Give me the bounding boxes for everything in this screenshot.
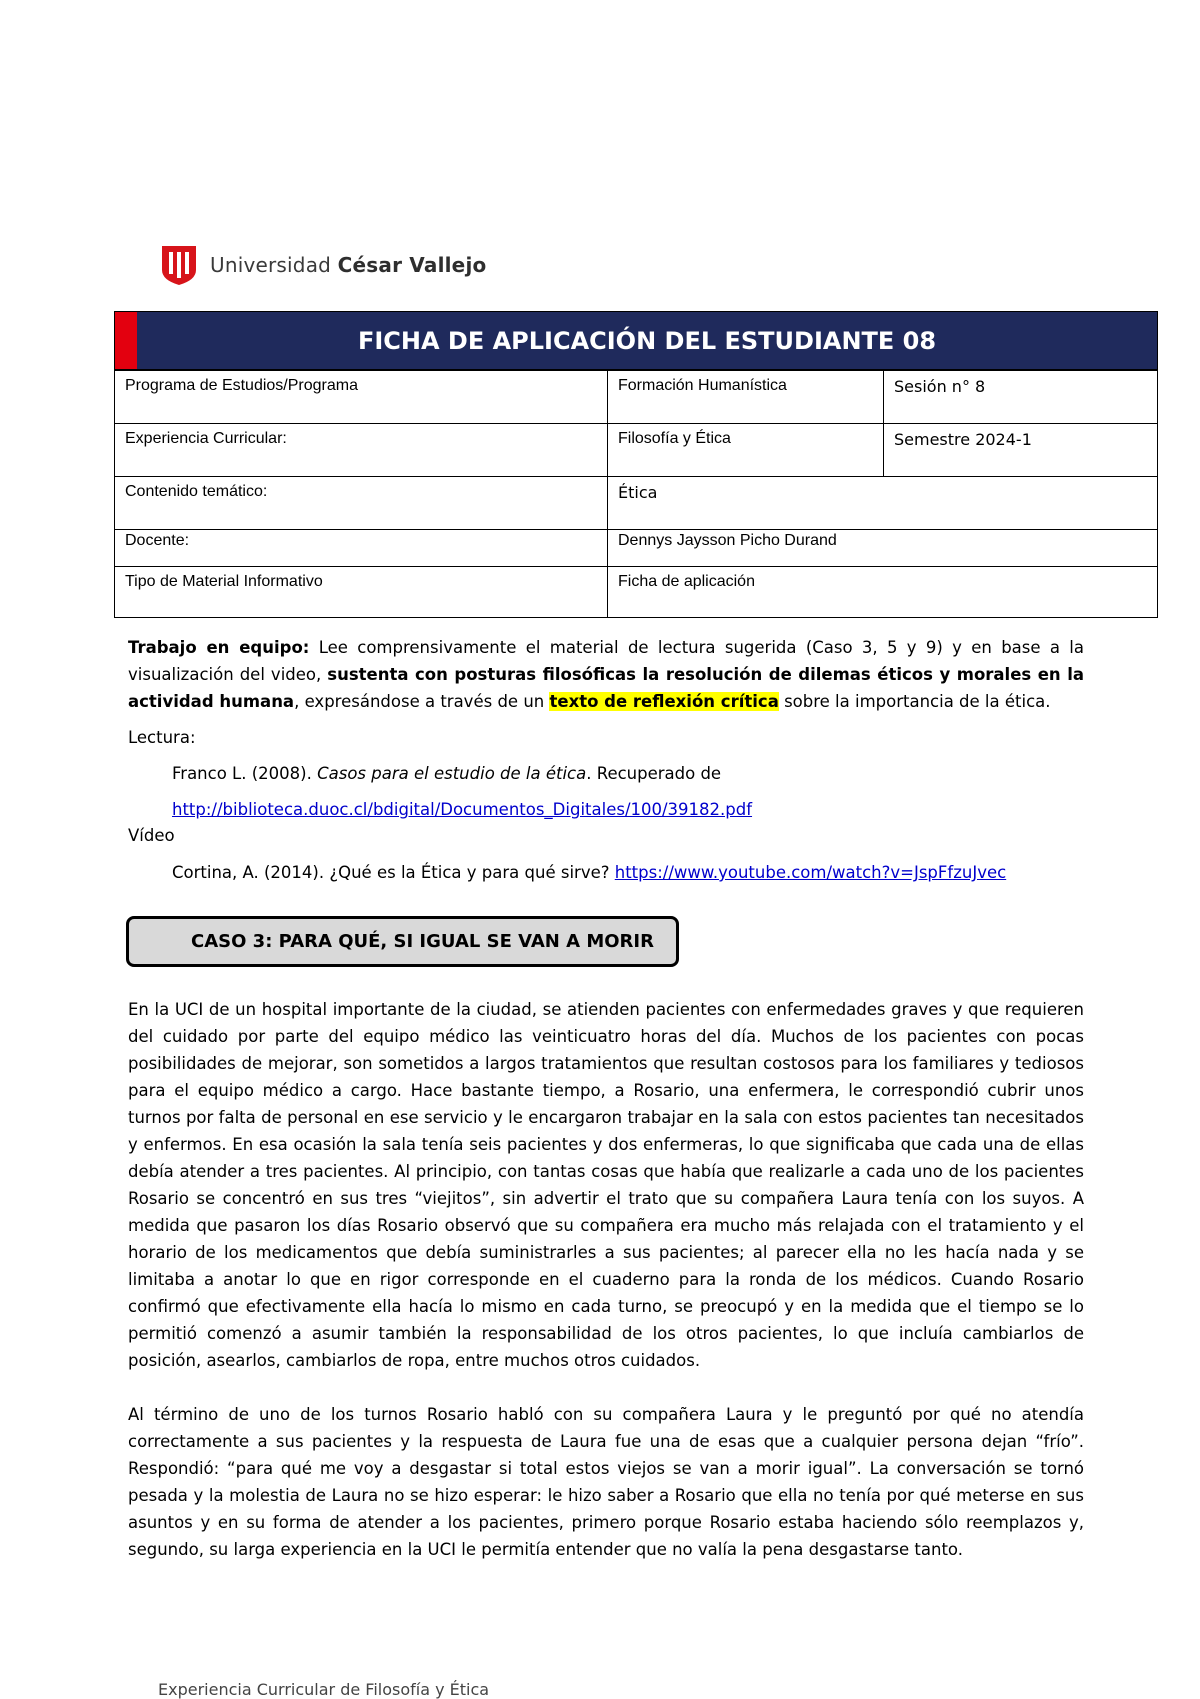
ficha-header [114, 311, 1158, 370]
instructions-bold: sustenta con posturas filosóficas la resolución de dilemas éticos y morales en la actividad humana [128, 665, 1084, 711]
ficha-table [114, 311, 1158, 618]
table-row [115, 477, 1158, 530]
case-paragraph-1: En la UCI de un hospital importante de la ciudad, se atienden pacientes con enfermedades graves y que requieren del cuidado por parte del equipo médico las veinticuatro horas del día. Muchos de los pacientes con pocas posibilidades de mejorar, son sometidos a largos tratamientos que resultan costosos para los familiares y tediosos para el equipo médico a cargo. Hace bastante tiempo, a Rosario, una enfermera, le correspondió cubrir unos turnos por falta de personal en ese servicio y le encargaron trabajar en la sala con estos pacientes tan necesitados y enfermos. En esa ocasión la sala tenía seis pacientes y dos enfermeras, lo que significaba que cada una de ellas debía atender a tres pacientes. Al principio, con tantas cosas que había que realizarle a cada uno de los pacientes Rosario se concentró en sus tres “viejitos”, sin advertir el trato que su compañera Laura tenía con los suyos. A medida que pasaron los días Rosario observó que su compañera era mucho más relajada con el tratamiento y el horario de los medicamentos que debía suministrarles a sus pacientes; al parecer ella no les hacía nada y se limitaba a anotar lo que en rigor corresponde en el cuaderno para la ronda de los médicos. Cuando Rosario confirmó que efectivamente ella hacía lo mismo en cada turno, se preocupó y en la medida que el tiempo se lo permitió comenzó a asumir también la responsabilidad de los otros pacientes, lo que incluía cambiarlos de posición, asearlos, cambiarlos de ropa, entre muchos otros cuidados. [128, 1000, 1084, 1370]
table-row [115, 567, 1158, 618]
row-extra: Semestre 2024-1 [884, 424, 1158, 477]
case-title-box [126, 916, 679, 967]
row-label: Experiencia Curricular: [115, 424, 608, 477]
page-footer: Experiencia Curricular de Filosofía y Ética [158, 1680, 490, 1699]
row-label: Programa de Estudios/Programa [115, 371, 608, 424]
row-label: Contenido temático: [115, 477, 608, 530]
highlighted-text: texto de reflexión crítica [549, 692, 779, 711]
row-value: Ficha de aplicación [608, 567, 1158, 618]
instructions-paragraph: Trabajo en equipo: Lee comprensivamente el material de lectura sugerida (Caso 3, 5 y 9) y en base a la visualización del video, sustenta con posturas filosóficas la resolución de dilemas éticos y morales en la actividad humana, expresándose a través de un texto de reflexión crítica sobre la importancia de la ética. [128, 638, 1084, 711]
red-accent-bar [115, 312, 137, 369]
table-row [115, 530, 1158, 567]
case-title: CASO 3: PARA QUÉ, SI IGUAL SE VAN A MORIR [191, 931, 654, 952]
video-reference: Cortina, A. (2014). ¿Qué es la Ética y para qué sirve? https://www.youtube.com/watch?v=JspFfzuJvec [172, 863, 1007, 882]
row-label: Docente: [115, 530, 608, 567]
row-value: Ética [608, 477, 1158, 530]
university-shield-icon [160, 244, 198, 286]
table-row [115, 371, 1158, 424]
row-extra: Sesión n° 8 [884, 371, 1158, 424]
row-value: Formación Humanística [608, 371, 884, 424]
info-table [114, 370, 1158, 618]
university-logo [160, 244, 486, 286]
lectura-label: Lectura: [128, 728, 196, 747]
lectura-link[interactable]: http://biblioteca.duoc.cl/bdigital/Documentos_Digitales/100/39182.pdf [172, 800, 753, 819]
instructions-lead: Trabajo en equipo: [128, 638, 310, 657]
row-value: Dennys Jaysson Picho Durand [608, 530, 1158, 567]
row-value: Filosofía y Ética [608, 424, 884, 477]
table-row [115, 424, 1158, 477]
video-link[interactable]: https://www.youtube.com/watch?v=JspFfzuJvec [614, 863, 1007, 882]
video-label: Vídeo [128, 826, 175, 845]
row-label: Tipo de Material Informativo [115, 567, 608, 618]
lectura-url-line [172, 796, 1128, 823]
case-paragraph-2: Al término de uno de los turnos Rosario habló con su compañera Laura y le preguntó por qué no atendía correctamente a sus pacientes y la respuesta de Laura fue una de esas que a cualquier persona dejan “frío”. Respondió: “para qué me voy a desgastar si total estos viejos se van a morir igual”. La conversación se tornó pesada y la molestia de Laura no se hizo esperar: le hizo saber a Rosario que ella no tenía por qué meterse en sus asuntos y en su forma de atender a los pacientes, primero porque Rosario estaba haciendo sólo reemplazos y, segundo, su larga experiencia en la UCI le permitía entender que no valía la pena desgastarse tanto. [128, 1405, 1084, 1559]
lectura-reference: Franco L. (2008). Casos para el estudio de la ética. Recuperado de [172, 764, 722, 783]
university-name: Universidad César Vallejo [210, 253, 487, 277]
ficha-title: FICHA DE APLICACIÓN DEL ESTUDIANTE 08 [357, 326, 937, 355]
